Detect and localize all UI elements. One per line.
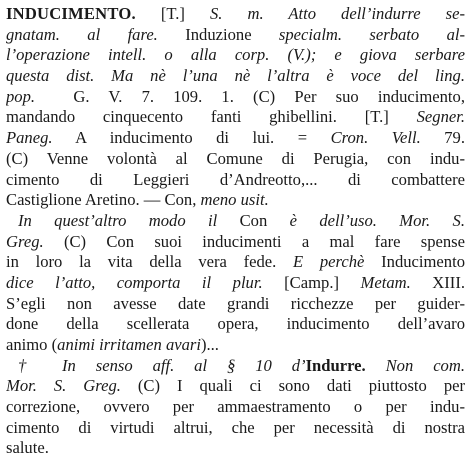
- text-segment: è dell’uso. Mor. S.: [289, 210, 465, 230]
- text-segment: (C) Con suoi inducimenti a mal fare spense: [43, 231, 465, 251]
- text-line: [6, 397, 465, 418]
- text-line: [6, 149, 465, 170]
- text-segment: In quest’altro modo il: [18, 210, 240, 230]
- text-segment: E perchè: [293, 252, 382, 272]
- text-line: [6, 128, 465, 149]
- text-segment: [Camp.]: [284, 272, 361, 292]
- text-segment: Metam.: [360, 272, 411, 292]
- text-segment: † In senso aff. al § 10 d’: [18, 355, 306, 375]
- text-segment: questa dist. Ma nè l’una nè l’altra è voce del ling.: [6, 66, 465, 86]
- text-segment: S. m. Atto dell’indurre se-: [209, 4, 465, 23]
- text-segment: Greg.: [6, 231, 44, 251]
- dictionary-entry-inducimento: [6, 4, 465, 459]
- text-segment: cimento di Leggieri d’Andreotto,... di combattere: [6, 169, 465, 189]
- text-line: [6, 252, 465, 273]
- text-line: [6, 170, 465, 191]
- text-segment: Mor. S. Greg.: [6, 376, 121, 396]
- text-segment: G. V. 7. 109. 1. (C) Per suo inducimento,: [35, 86, 465, 106]
- text-segment: in loro la vita della vera fede.: [6, 252, 294, 272]
- text-segment: specialm. serbato al-: [278, 24, 465, 44]
- text-segment: l’operazione intell. o alla corp. (V.); e giova serbare: [6, 45, 465, 65]
- text-segment: dice l’atto, comporta il plur.: [6, 272, 285, 292]
- text-line: [6, 45, 465, 66]
- text-segment: [T.]: [135, 4, 210, 23]
- text-segment: (C) Venne volontà al Comune di Perugia, con indu-: [6, 148, 465, 168]
- text-segment: pop.: [6, 86, 36, 106]
- text-segment: Paneg.: [6, 128, 53, 148]
- text-line: [6, 232, 465, 253]
- text-segment: animo (: [6, 335, 58, 354]
- text-segment: correzione, ovvero per ammaestramento o per indu-: [6, 397, 465, 417]
- text-segment: )...: [200, 335, 219, 354]
- text-line: [6, 87, 465, 108]
- text-segment: Cron. Vell.: [330, 128, 421, 148]
- text-segment: Segner.: [416, 107, 465, 127]
- text-segment: cimento di virtudi altrui, che per necessità di nostra: [6, 417, 465, 437]
- text-line: [6, 314, 465, 335]
- text-segment: Inducimento: [381, 252, 465, 272]
- text-segment: A inducimento di lui. =: [52, 128, 331, 148]
- text-segment: gnatam. al fare.: [6, 24, 186, 44]
- text-segment: meno usit.: [200, 190, 269, 210]
- text-line: [6, 4, 465, 25]
- text-segment: mandando cinquecento fanti ghibellini. [T.]: [6, 107, 417, 127]
- text-line: [6, 294, 465, 315]
- text-segment: S’egli non avesse date grandi ricchezze per guider-: [6, 293, 465, 313]
- text-segment: done della scellerata opera, inducimento dell’avaro: [6, 314, 465, 334]
- text-segment: salute.: [6, 438, 49, 458]
- text-segment: XIII.: [410, 272, 465, 292]
- text-line: [6, 335, 465, 356]
- text-line: [6, 273, 465, 294]
- text-line: [6, 66, 465, 87]
- text-line: [6, 438, 465, 459]
- text-segment: Induzione: [185, 24, 279, 44]
- text-line: [6, 211, 465, 232]
- text-segment: Non com.: [365, 355, 465, 375]
- text-segment: INDUCIMENTO.: [6, 4, 136, 23]
- text-line: [6, 190, 465, 211]
- text-line: [6, 25, 465, 46]
- text-segment: Con: [239, 210, 290, 230]
- text-segment: (C) I quali ci sono dati piuttosto per: [120, 376, 465, 396]
- text-line: [6, 376, 465, 397]
- text-line: [6, 356, 465, 377]
- text-line: [6, 107, 465, 128]
- text-line: [6, 418, 465, 439]
- text-segment: Indurre.: [305, 355, 366, 375]
- text-segment: animi irritamen avari: [57, 335, 201, 354]
- text-segment: 79.: [420, 128, 465, 148]
- text-segment: Castiglione Aretino. — Con,: [6, 190, 201, 210]
